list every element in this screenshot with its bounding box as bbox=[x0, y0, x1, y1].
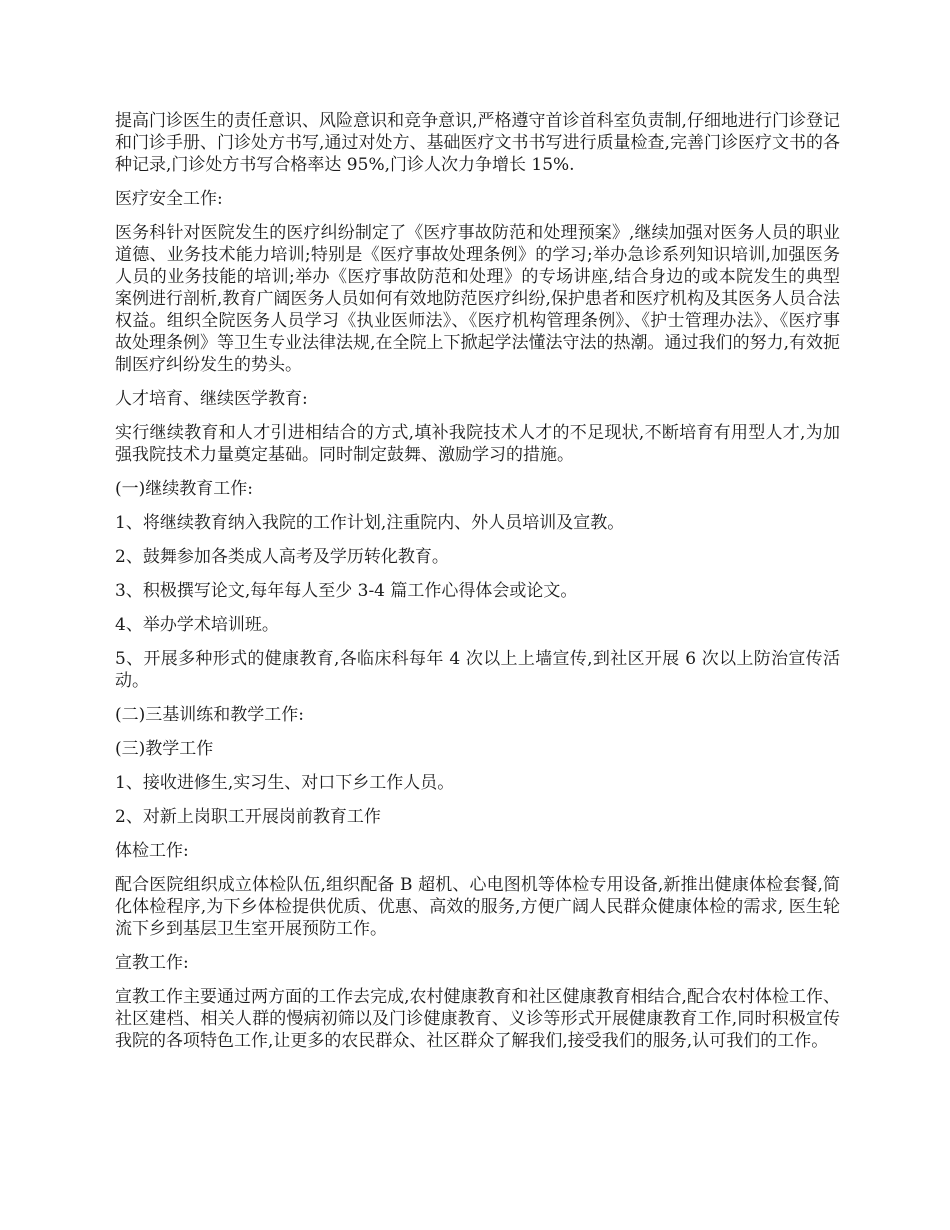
heading-health-promotion: 宣教工作: bbox=[115, 953, 189, 973]
list-item: 1、将继续教育纳入我院的工作计划,注重院内、外人员培训及宣教。 bbox=[115, 513, 625, 533]
heading-physical-exam: 体检工作: bbox=[115, 841, 189, 861]
paragraph-medical-safety: 医务科针对医院发生的医疗纠纷制定了《医疗事故防范和处理预案》,继续加强对医务人员的职业道德、业务技术能力培训;特别是《医疗事故处理条例》的学习;举办急诊系列知识培训,加强医务人员的业务技能的培训;举办《医疗事故防范和处理》的专场讲座,结合身边的或本院发生的典型案例进行剖析,教育广阔医务人员如何有效地防范医疗纠纷,保护患者和医疗机构及其医务人员合法权益。组织全院医务人员学习《执业医师法》、《医疗机构管理条例》、《护士管理办法》、《医疗事故处理条例》等卫生专业法律法规,在全院上下掀起学法懂法守法的热潮。通过我们的努力,有效扼制医疗纠纷发生的势头。 bbox=[115, 223, 840, 375]
paragraph-physical-exam: 配合医院组织成立体检队伍,组织配备 B 超机、心电图机等体检专用设备,新推出健康体检套餐,简化体检程序,为下乡体检提供优质、优惠、高效的服务,方便广阔人民群众健康体检的需求, 医生轮流下乡到基层卫生室开展预防工作。 bbox=[115, 875, 840, 939]
document-page bbox=[115, 110, 840, 1064]
heading-basic-training: (二)三基训练和教学工作: bbox=[115, 705, 304, 725]
list-item: 5、开展多种形式的健康教育,各临床科每年 4 次以上上墙宣传,到社区开展 6 次以上防治宣传活动。 bbox=[115, 649, 840, 691]
heading-continuing-education: (一)继续教育工作: bbox=[115, 479, 253, 499]
paragraph-health-promotion: 宣教工作主要通过两方面的工作去完成,农村健康教育和社区健康教育相结合,配合农村体检工作、社区建档、相关人群的慢病初筛以及门诊健康教育、义诊等形式开展健康教育工作,同时积极宣传我院的各项特色工作,让更多的农民群众、社区群众了解我们,接受我们的服务,认可我们的工作。 bbox=[115, 987, 840, 1051]
list-item: 2、对新上岗职工开展岗前教育工作 bbox=[115, 807, 381, 827]
list-item: 2、鼓舞参加各类成人高考及学历转化教育。 bbox=[115, 547, 449, 567]
heading-teaching: (三)教学工作 bbox=[115, 739, 214, 759]
list-item: 1、接收进修生,实习生、对口下乡工作人员。 bbox=[115, 773, 455, 793]
paragraph-talent-education: 实行继续教育和人才引进相结合的方式,填补我院技术人才的不足现状,不断培育有用型人才,为加强我院技术力量奠定基础。同时制定鼓舞、激励学习的措施。 bbox=[115, 423, 840, 465]
list-item: 4、举办学术培训班。 bbox=[115, 615, 279, 635]
list-item: 3、积极撰写论文,每年每人至少 3-4 篇工作心得体会或论文。 bbox=[115, 581, 578, 601]
heading-medical-safety: 医疗安全工作: bbox=[115, 189, 223, 209]
paragraph-outpatient-quality: 提高门诊医生的责任意识、风险意识和竞争意识,严格遵守首诊首科室负责制,仔细地进行门诊登记和门诊手册、门诊处方书写,通过对处方、基础医疗文书书写进行质量检查,完善门诊医疗文书的各种记录,门诊处方书写合格率达 95%,门诊人次力争增长 15%. bbox=[115, 111, 840, 175]
heading-talent-education: 人才培育、继续医学教育: bbox=[115, 389, 308, 409]
